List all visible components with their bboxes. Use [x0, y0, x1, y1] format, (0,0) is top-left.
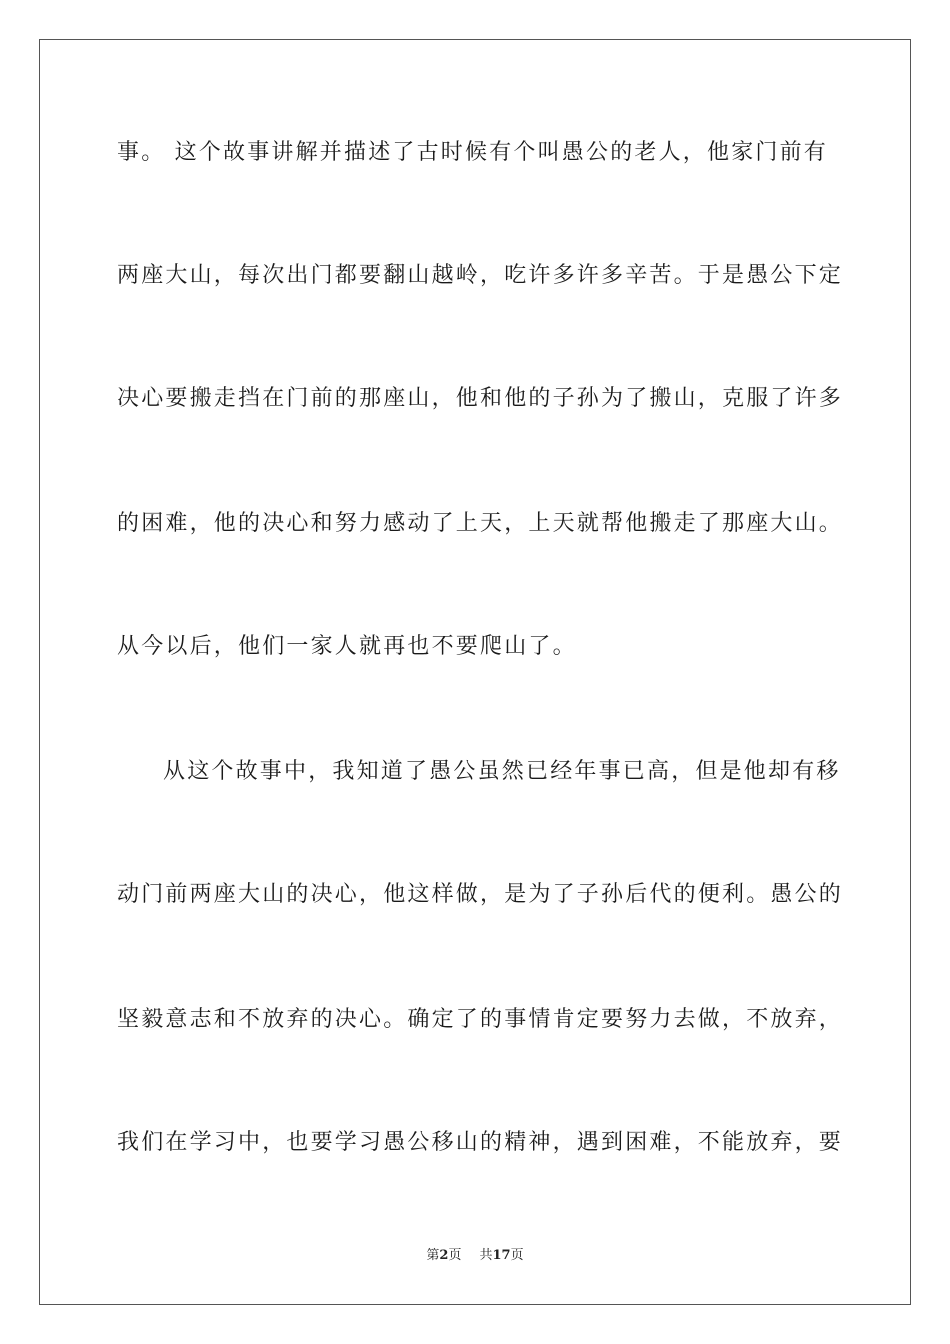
body-line-4: 的困难，他的决心和努力感动了上天，上天就帮他搬走了那座大山。: [117, 511, 844, 536]
footer-page-suffix: 页: [448, 1248, 462, 1263]
body-line-3: 决心要搬走挡在门前的那座山，他和他的子孙为了搬山，克服了许多: [117, 386, 844, 411]
body-line-5: 从今以后，他们一家人就再也不要爬山了。: [117, 634, 577, 659]
footer-total-pages: 17: [492, 1248, 511, 1263]
page-frame: [39, 39, 911, 1305]
body-line-6-paragraph-start: 从这个故事中，我知道了愚公虽然已经年事已高，但是他却有移: [163, 759, 841, 784]
footer-page-prefix: 第: [426, 1248, 440, 1263]
body-line-1: 事。 这个故事讲解并描述了古时候有个叫愚公的老人，他家门前有: [117, 140, 828, 165]
page-footer: [0, 1247, 950, 1265]
body-line-8: 坚毅意志和不放弃的决心。确定了的事情肯定要努力去做，不放弃，: [117, 1007, 844, 1032]
footer-total-suffix: 页: [510, 1248, 524, 1263]
footer-current-page: 2: [439, 1248, 449, 1263]
body-line-9: 我们在学习中，也要学习愚公移山的精神，遇到困难，不能放弃，要: [117, 1130, 844, 1155]
body-line-7: 动门前两座大山的决心，他这样做，是为了子孙后代的便利。愚公的: [117, 882, 844, 907]
body-line-2: 两座大山，每次出门都要翻山越岭，吃许多许多辛苦。于是愚公下定: [117, 263, 844, 288]
footer-total-prefix: 共: [479, 1248, 493, 1263]
